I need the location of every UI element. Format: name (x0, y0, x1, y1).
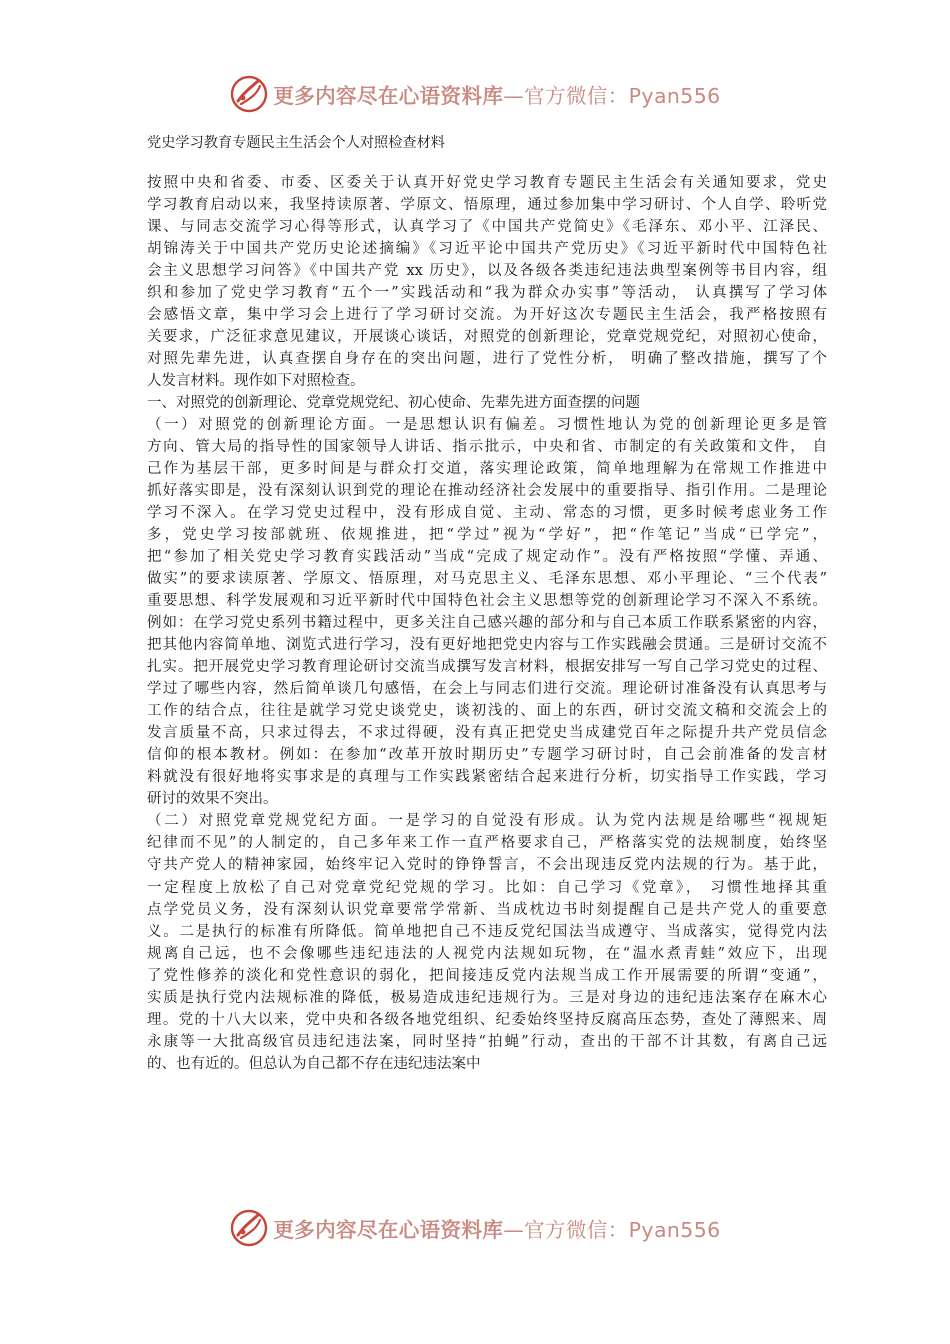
document-body (147, 172, 827, 1075)
body-text-line: 对照先辈先进，认真查摆自身存在的突出问题，进行了党性分析， 明确了整改措施，撰写了个 (147, 351, 827, 368)
body-text-line: 会感悟文章，集中学习会上进行了学习研讨交流。为开好这次专题民主生活会，我严格按照有 (147, 307, 827, 324)
body-text-line: 重要思想、科学发展观和习近平新时代中国特色社会主义思想等党的创新理论学习不深入不系统。 (147, 593, 827, 610)
body-text-line: 多，党史学习按部就班、依规推进，把“学过”视为“学好”，把“作笔记”当成“已学完”， (147, 527, 827, 544)
body-text-line: 抓好落实即是，没有深刻认识到党的理论在推动经济社会发展中的重要指导、指引作用。二是理论 (147, 483, 827, 500)
body-text-line: 学习教育启动以来，我坚持读原著、学原文、悟原理，通过参加集中学习研讨、个人自学、聆听党 (147, 197, 827, 214)
watermark-banner-bottom (0, 1206, 950, 1250)
body-text-line: 做实”的要求读原著、学原文、悟原理，对马克思主义、毛泽东思想、邓小平理论、“三个代表” (147, 571, 827, 588)
body-text-line: 守共产党人的精神家园，始终牢记入党时的铮铮誓言，不会出现违反党内法规的行为。基于此， (147, 857, 827, 874)
body-text-line: （一）对照党的创新理论方面。一是思想认识有偏差。习惯性地认为党的创新理论更多是管 (147, 417, 827, 434)
body-text-line: 一定程度上放松了自己对党章党纪党规的学习。比如：自己学习《党章》， 习惯性地择其重 (147, 879, 827, 896)
body-text-line: 的、也有近的。但总认为自己都不存在违纪违法案中 (147, 1055, 481, 1072)
body-text-line: 学过了哪些内容，然后简单谈几句感悟，在会上与同志们进行交流。理论研讨准备没有认真思考与 (147, 681, 827, 698)
body-text-line: 方向、管大局的指导性的国家领导人讲话、指示批示，中央和省、市制定的有关政策和文件， 自 (147, 439, 827, 456)
body-text-line: 信仰的根本教材。例如：在参加“改革开放时期历史”专题学习研讨时，自己会前准备的发言材 (147, 747, 827, 764)
body-text-line: 发言质量不高，只求过得去，不求过得硬，没有真正把党史当成建党百年之际提升共产党员信念 (147, 725, 827, 742)
body-text-line: 会主义思想学习问答》《中国共产党 xx 历史》，以及各级各类违纪违法典型案例等书目内容，组 (147, 263, 827, 280)
body-text-line: 实质是执行党内法规标准的降低，极易造成违纪违规行为。三是对身边的违纪违法案存在麻木心 (147, 989, 827, 1006)
body-text-line: 学习不深入。在学习党史过程中，没有形成自觉、主动、常态的习惯，更多时候考虑业务工作 (147, 505, 827, 522)
body-text-line: 例如：在学习党史系列书籍过程中，更多关注自己感兴趣的部分和与自己本质工作联系紧密的内容， (147, 615, 827, 632)
watermark-banner-top (0, 72, 950, 116)
hand-pen-logo-icon (229, 1208, 269, 1248)
body-text-line: （二）对照党章党规党纪方面。一是学习的自觉没有形成。认为党内法规是给哪些“视规矩 (147, 813, 827, 830)
body-text-line: 了党性修养的淡化和党性意识的弱化，把间接违反党内法规当成工作开展需要的所谓“变通”， (147, 967, 827, 984)
body-text-line: 把其他内容简单地、浏览式进行学习，没有更好地把党史内容与工作实践融会贯通。三是研讨交流不 (147, 637, 827, 654)
body-text-line: 点学党员义务，没有深刻认识党章要常学常新、当成枕边书时刻提醒自己是共产党人的重要意 (147, 901, 827, 918)
body-text-line: 工作的结合点，往往是就学习党史谈党史，谈初浅的、面上的东西，研讨交流文稿和交流会上的 (147, 703, 827, 720)
watermark-text: 更多内容尽在心语资料库—官方微信：Pyan556 (273, 1218, 721, 1242)
watermark-text: 更多内容尽在心语资料库—官方微信：Pyan556 (273, 84, 721, 108)
body-text-line: 人发言材料。现作如下对照检查。 (147, 373, 365, 390)
body-text-line: 关要求，广泛征求意见建议，开展谈心谈话，对照党的创新理论，党章党规党纪，对照初心使命， (147, 329, 827, 346)
body-text-line: 胡锦涛关于中国共产党历史论述摘编》《习近平论中国共产党历史》《习近平新时代中国特色社 (147, 241, 827, 258)
body-text-line: 织和参加了党史学习教育“五个一”实践活动和“我为群众办实事”等活动， 认真撰写了学习体 (147, 285, 827, 302)
body-text-line: 按照中央和省委、市委、区委关于认真开好党史学习教育专题民主生活会有关通知要求，党史 (147, 175, 827, 191)
body-text-line: 课、与同志交流学习心得等形式，认真学习了《中国共产党简史》《毛泽东、邓小平、江泽民、 (147, 219, 827, 236)
body-text-line: 料就没有很好地将实事求是的真理与工作实践紧密结合起来进行分析，切实指导工作实践，学习 (147, 769, 827, 786)
body-text-line: 义。二是执行的标准有所降低。简单地把自己不违反党纪国法当成遵守、当成落实，觉得党内法 (147, 923, 827, 940)
body-text-line: 一、对照党的创新理论、党章党规党纪、初心使命、先辈先进方面查摆的问题 (147, 395, 640, 412)
body-text-line: 永康等一大批高级官员违纪违法案，同时坚持“拍蝇”行动，查出的干部不计其数，有离自己远 (147, 1033, 827, 1050)
body-text-line: 研讨的效果不突出。 (147, 791, 278, 808)
hand-pen-logo-icon (229, 74, 269, 114)
body-text-line: 理。党的十八大以来，党中央和各级各地党组织、纪委始终坚持反腐高压态势，查处了薄熙来、周 (147, 1011, 827, 1028)
document-title: 党史学习教育专题民主生活会个人对照检查材料 (147, 135, 445, 151)
body-text-line: 把“参加了相关党史学习教育实践活动”当成“完成了规定动作”。没有严格按照“学懂、弄通、 (147, 549, 827, 566)
body-text-line: 扎实。把开展党史学习教育理论研讨交流当成撰写发言材料，根据安排写一写自己学习党史的过程、 (147, 659, 827, 676)
body-text-line: 纪律而不见”的人制定的，自己多年来工作一直严格要求自己，严格落实党的法规制度，始终坚 (147, 835, 827, 852)
body-text-line: 己作为基层干部，更多时间是与群众打交道，落实理论政策，简单地理解为在常规工作推进中 (147, 461, 827, 478)
body-text-line: 规离自己远，也不会像哪些违纪违法的人视党内法规如玩物，在“温水煮青蛙”效应下，出现 (147, 945, 827, 962)
